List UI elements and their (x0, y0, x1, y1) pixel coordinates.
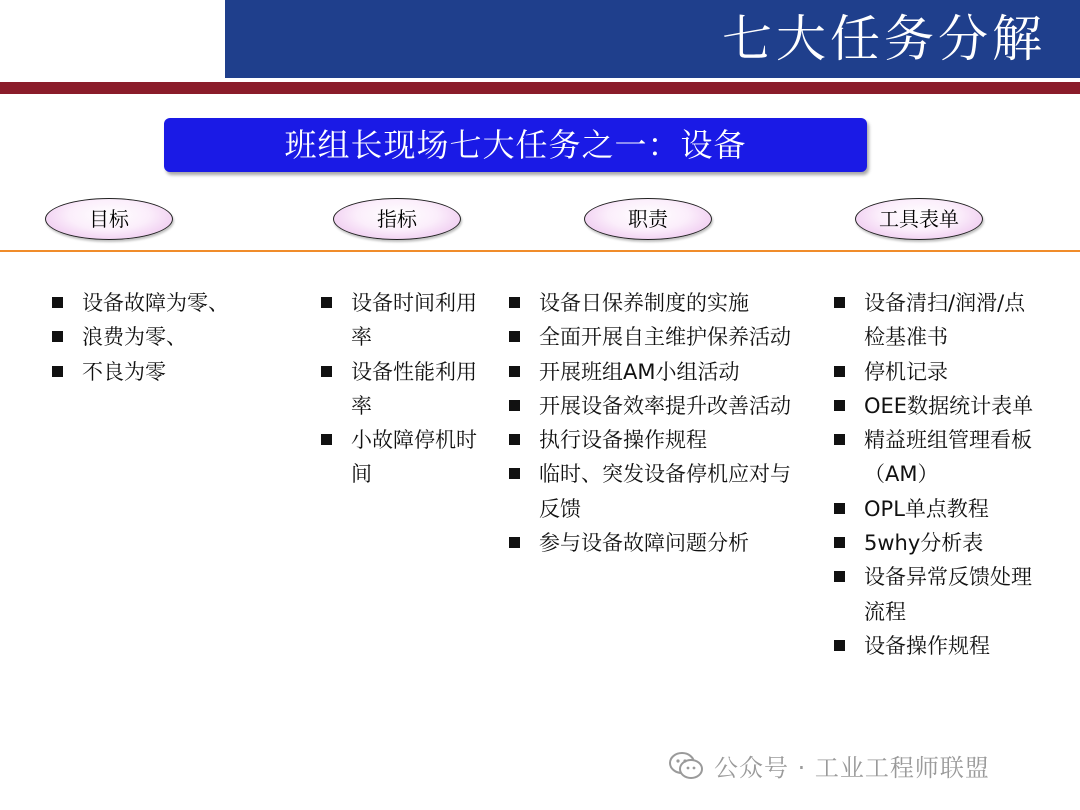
section-divider (0, 250, 1080, 252)
list-item: 设备操作规程 (830, 629, 1040, 663)
list-item: 开展班组AM小组活动 (505, 355, 810, 389)
list-item: 5why分析表 (830, 526, 1040, 560)
subtitle-banner: 班组长现场七大任务之一：设备 (164, 118, 867, 172)
list-item: 全面开展自主维护保养活动 (505, 320, 810, 354)
list-item: 执行设备操作规程 (505, 423, 810, 457)
goal-list (48, 286, 298, 389)
list-item: 设备时间利用率 (317, 286, 477, 355)
heading-tools: 工具表单 (855, 198, 983, 240)
list-item: 参与设备故障问题分析 (505, 526, 810, 560)
list-item: 小故障停机时间 (317, 423, 477, 492)
list-item: OEE数据统计表单 (830, 389, 1040, 423)
list-item: OPL单点教程 (830, 492, 1040, 526)
list-item: 设备异常反馈处理流程 (830, 560, 1040, 629)
page-title: 七大任务分解 (722, 10, 1046, 68)
list-item: 设备清扫/润滑/点检基准书 (830, 286, 1040, 355)
list-item: 设备故障为零、 (48, 286, 298, 320)
list-item: 浪费为零、 (48, 320, 298, 354)
indicator-list (317, 286, 477, 492)
heading-goal: 目标 (45, 198, 173, 240)
list-item: 精益班组管理看板（AM） (830, 423, 1040, 492)
watermark (668, 748, 990, 783)
list-item: 临时、突发设备停机应对与反馈 (505, 457, 810, 526)
list-item: 设备性能利用率 (317, 355, 477, 424)
heading-duty: 职责 (584, 198, 712, 240)
duty-list (505, 286, 810, 560)
list-item: 开展设备效率提升改善活动 (505, 389, 810, 423)
header-band (225, 0, 1080, 78)
heading-indicator: 指标 (333, 198, 461, 240)
list-item: 设备日保养制度的实施 (505, 286, 810, 320)
list-item: 停机记录 (830, 355, 1040, 389)
header-divider (0, 82, 1080, 94)
wechat-icon (668, 751, 704, 781)
list-item: 不良为零 (48, 355, 298, 389)
watermark-text: 公众号 · 工业工程师联盟 (714, 754, 990, 782)
tools-list (830, 286, 1040, 663)
